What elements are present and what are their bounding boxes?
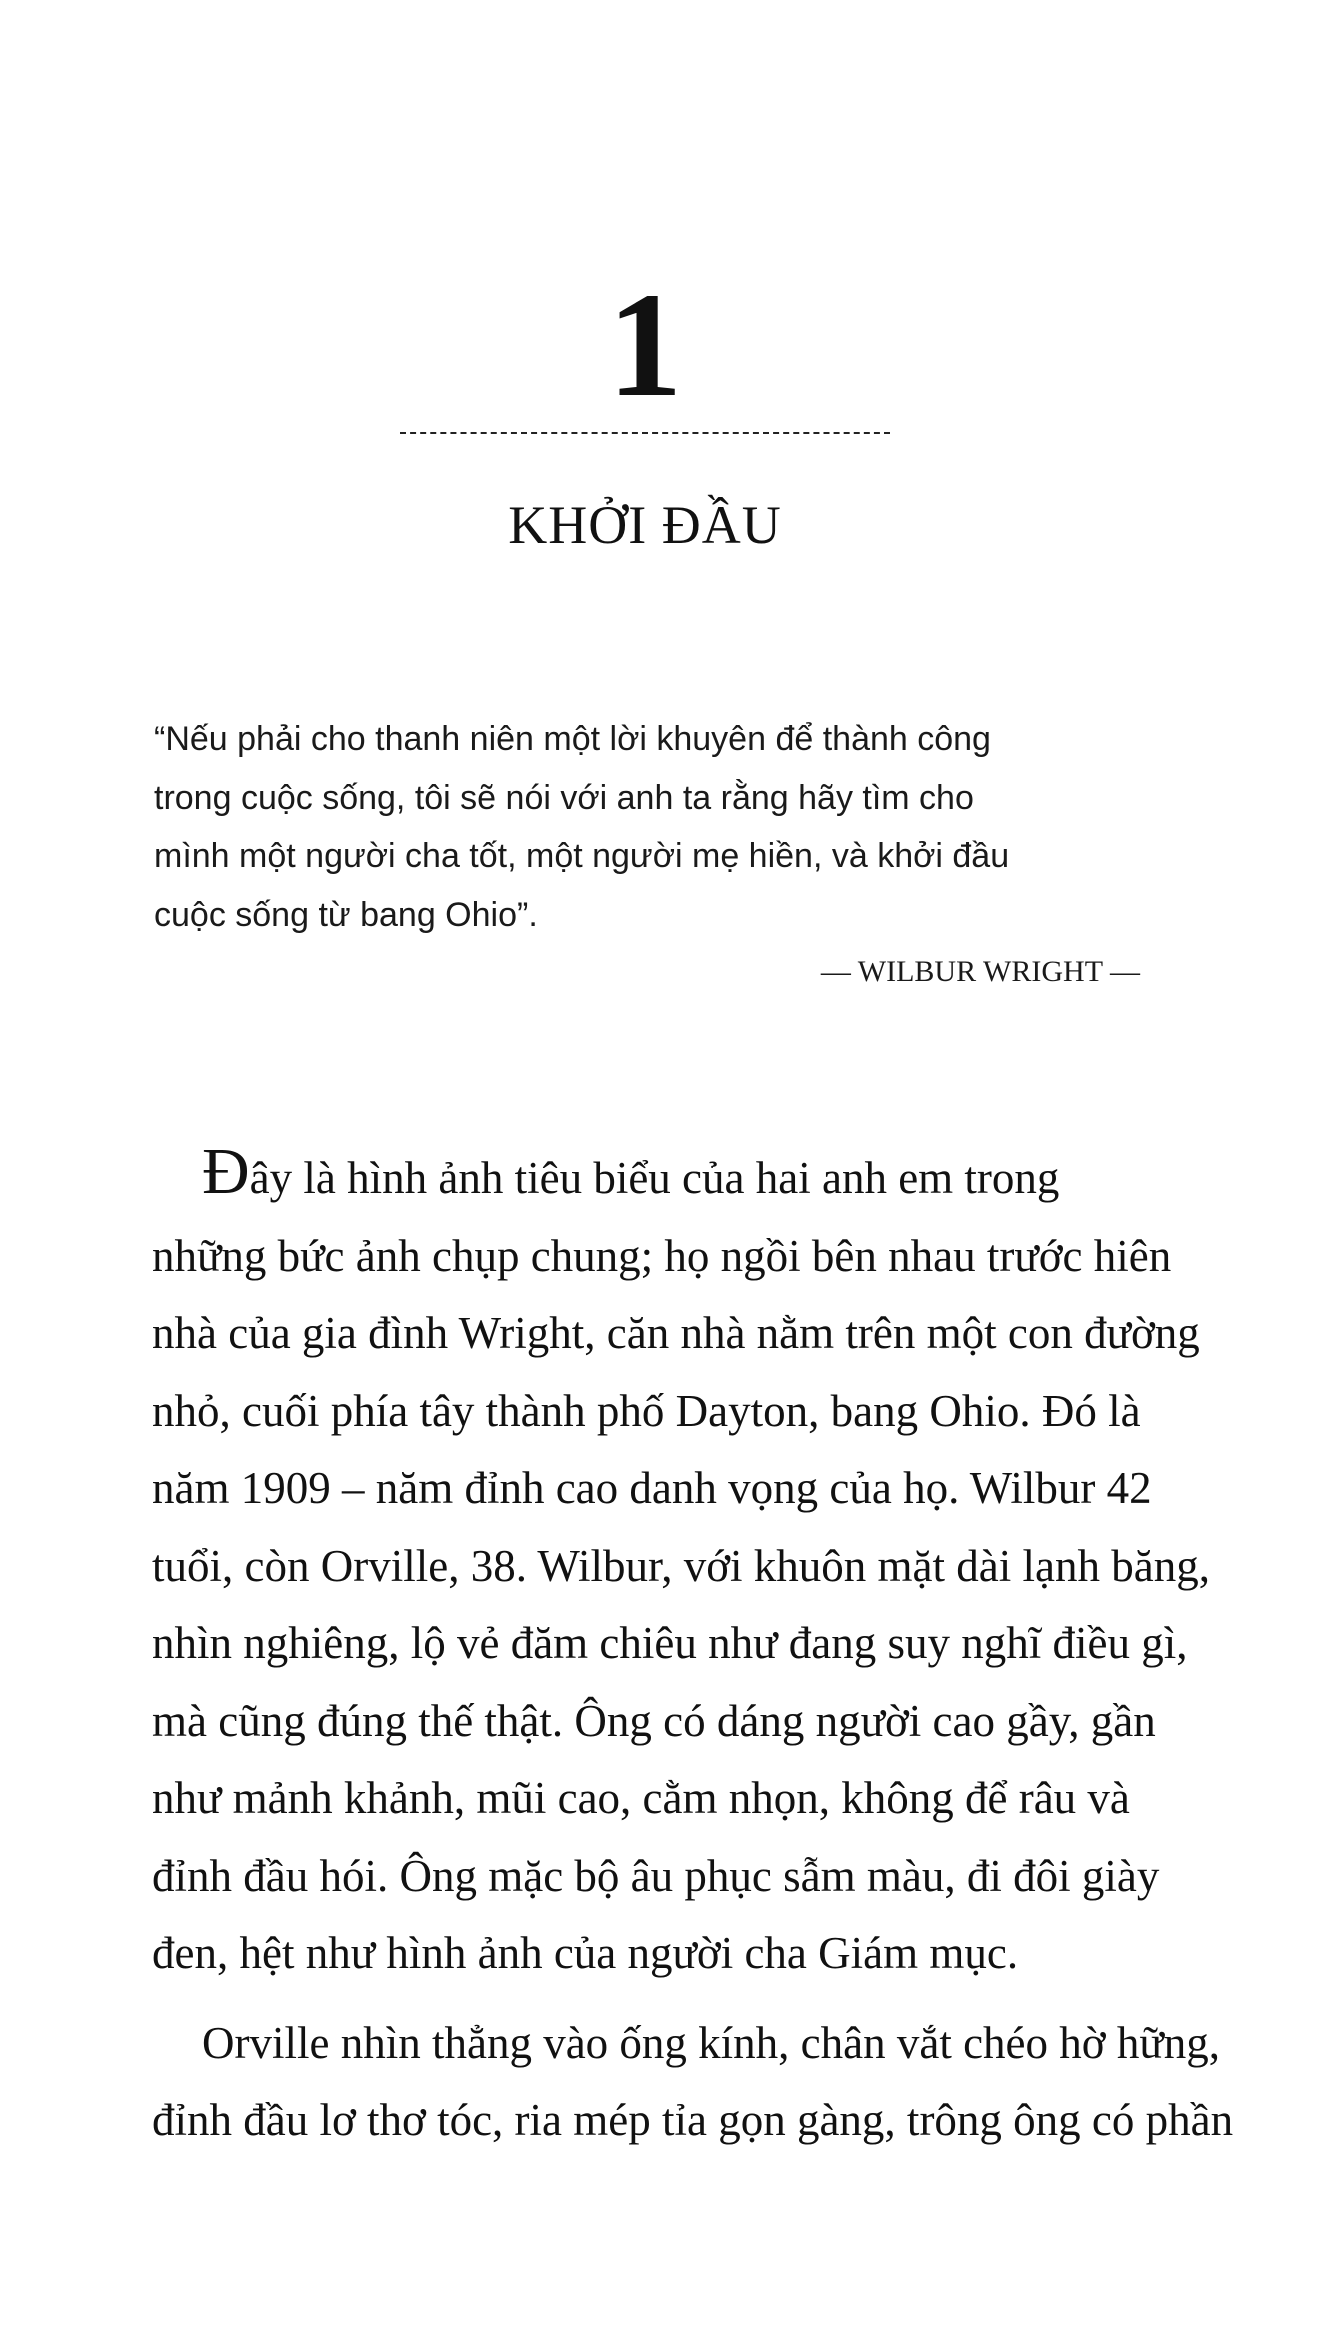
drop-cap: Đ <box>202 1135 250 1208</box>
body-line: đỉnh đầu lơ thơ tóc, ria mép tỉa gọn gàng, trông ông có phần <box>152 2095 1234 2145</box>
paragraph <box>152 1135 1244 1993</box>
body-line: Orville nhìn thẳng vào ống kính, chân vắt chéo hờ hững, <box>202 2017 1220 2068</box>
body-line: nhỏ, cuối phía tây thành phố Dayton, bang Ohio. Đó là <box>152 1385 1141 1436</box>
first-line-text: ây là hình ảnh tiêu biểu của hai anh em trong <box>249 1153 1060 1203</box>
body-line: đen, hệt như hình ảnh của người cha Giám mục. <box>152 1928 1019 1978</box>
body-text <box>152 1135 1244 2160</box>
chapter-divider <box>400 432 890 434</box>
body-line: như mảnh khảnh, mũi cao, cằm nhọn, không để râu và <box>152 1773 1130 1823</box>
body-line: nhà của gia đình Wright, căn nhà nằm trên một con đường <box>152 1308 1200 1358</box>
body-line: đỉnh đầu hói. Ông mặc bộ âu phục sẫm màu, đi đôi giày <box>152 1850 1160 1901</box>
chapter-number: 1 <box>607 262 683 428</box>
epigraph-quote <box>154 710 1204 944</box>
epigraph-line: trong cuộc sống, tôi sẽ nói với anh ta rằng hãy tìm cho <box>154 778 974 817</box>
chapter-title: KHỞI ĐẦU <box>508 495 782 555</box>
paragraph <box>152 2005 1244 2160</box>
body-line: năm 1909 – năm đỉnh cao danh vọng của họ. Wilbur 42 <box>152 1463 1152 1513</box>
body-line: những bức ảnh chụp chung; họ ngồi bên nhau trước hiên <box>152 1230 1172 1281</box>
epigraph-attribution: — WILBUR WRIGHT — <box>820 955 1140 988</box>
epigraph-line: mình một người cha tốt, một người mẹ hiền, và khởi đầu <box>154 837 1010 875</box>
body-line: mà cũng đúng thế thật. Ông có dáng người cao gầy, gần <box>152 1695 1156 1746</box>
body-line: nhìn nghiêng, lộ vẻ đăm chiêu như đang suy nghĩ điều gì, <box>152 1618 1188 1668</box>
epigraph-line: cuộc sống từ bang Ohio”. <box>154 895 538 934</box>
epigraph-line: “Nếu phải cho thanh niên một lời khuyên để thành công <box>154 720 991 758</box>
first-line <box>152 1135 1244 1218</box>
body-line: tuổi, còn Orville, 38. Wilbur, với khuôn mặt dài lạnh băng, <box>152 1540 1210 1591</box>
